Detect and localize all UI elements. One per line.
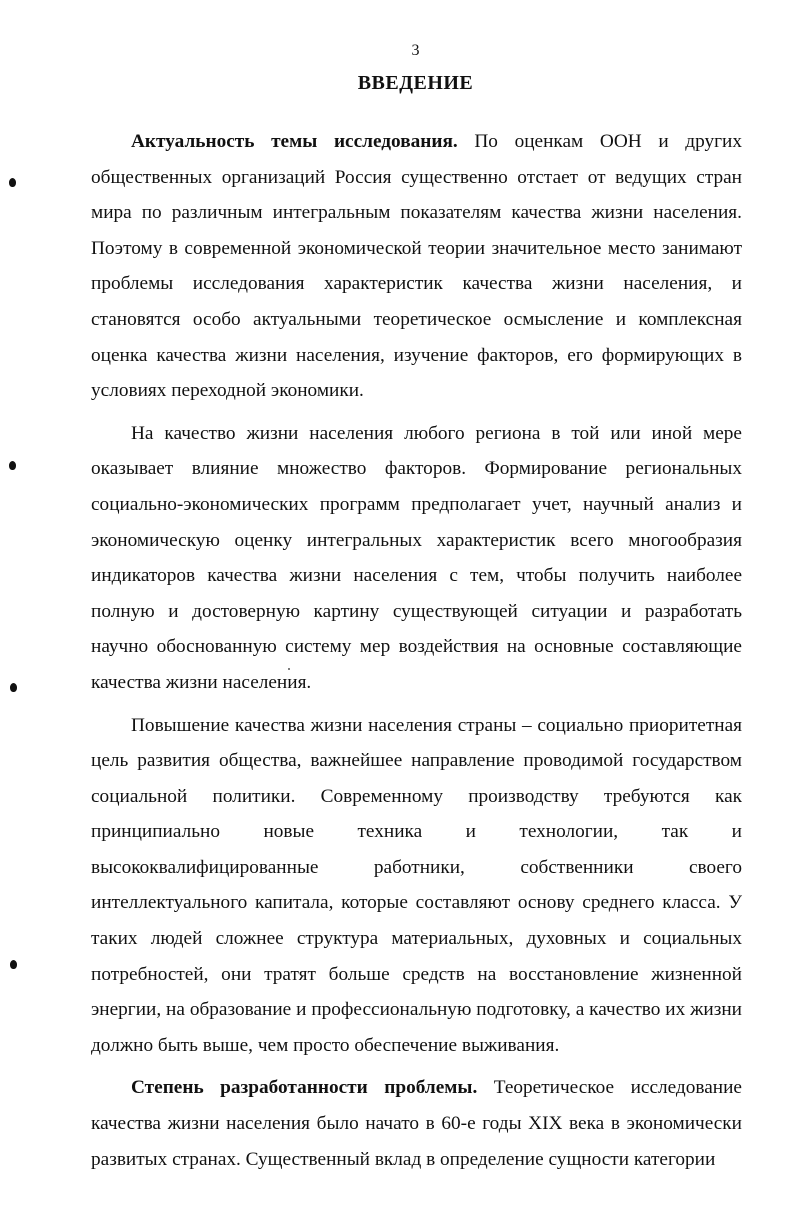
paragraph-text: Повышение качества жизни населения страны – социально приоритетная цель развития общества, важнейшее направление проводимой государством социальной политики. Современному производству требуются как принципиально новые техника и технологии, так и высококвалифицированные работники, собственники своего интеллектуального капитала, которые составляют основу среднего класса. У таких людей сложнее структура материальных, духовных и социальных потребностей, они тратят больше средств на восстановление жизненной энергии, на образование и профессиональную подготовку, а качество их жизни должно быть выше, чем просто обеспечение выживания. bbox=[91, 714, 742, 1056]
scan-punch-mark bbox=[9, 178, 16, 187]
paragraph-development-degree bbox=[91, 1070, 742, 1177]
document-body bbox=[91, 124, 742, 1177]
scan-punch-mark bbox=[10, 960, 17, 969]
paragraph-priority bbox=[91, 708, 742, 1064]
scan-speck bbox=[288, 668, 290, 670]
page-title: ВВЕДЕНИЕ bbox=[357, 72, 474, 94]
page-number: 3 bbox=[411, 42, 420, 59]
paragraph-factors bbox=[91, 416, 742, 701]
paragraph-lead: Степень разработанности проблемы. bbox=[131, 1077, 478, 1099]
scan-punch-mark bbox=[9, 461, 16, 470]
paragraph-relevance bbox=[91, 124, 742, 409]
paragraph-lead: Актуальность темы исследования. bbox=[131, 131, 458, 152]
paragraph-text: Теоретическое исследование качества жизни населения было начато в 60-е годы XIX века в экономически развитых странах. Существенный вклад в определение сущности категории bbox=[91, 1077, 742, 1170]
paragraph-text: На качество жизни населения любого региона в той или иной мере оказывает влияние множество факторов. Формирование региональных социально-экономических программ предполагает учет, научный анализ и экономическую оценку интегральных характеристик всего многообразия индикаторов качества жизни населения с тем, чтобы получить наиболее полную и достоверную картину существующей ситуации и разработать научно обоснованную систему мер воздействия на основные составляющие качества жизни населения. bbox=[91, 422, 742, 693]
scan-punch-mark bbox=[10, 683, 17, 692]
paragraph-text: По оценкам ООН и других общественных организаций Россия существенно отстает от ведущих стран мира по различным интегральным показателям качества жизни населения. Поэтому в современной экономической теории значительное место занимают проблемы исследования характеристик качества жизни населения, и становятся особо актуальными теоретическое осмысление и комплексная оценка качества жизни населения, изучение факторов, его формирующих в условиях переходной экономики. bbox=[91, 131, 742, 402]
